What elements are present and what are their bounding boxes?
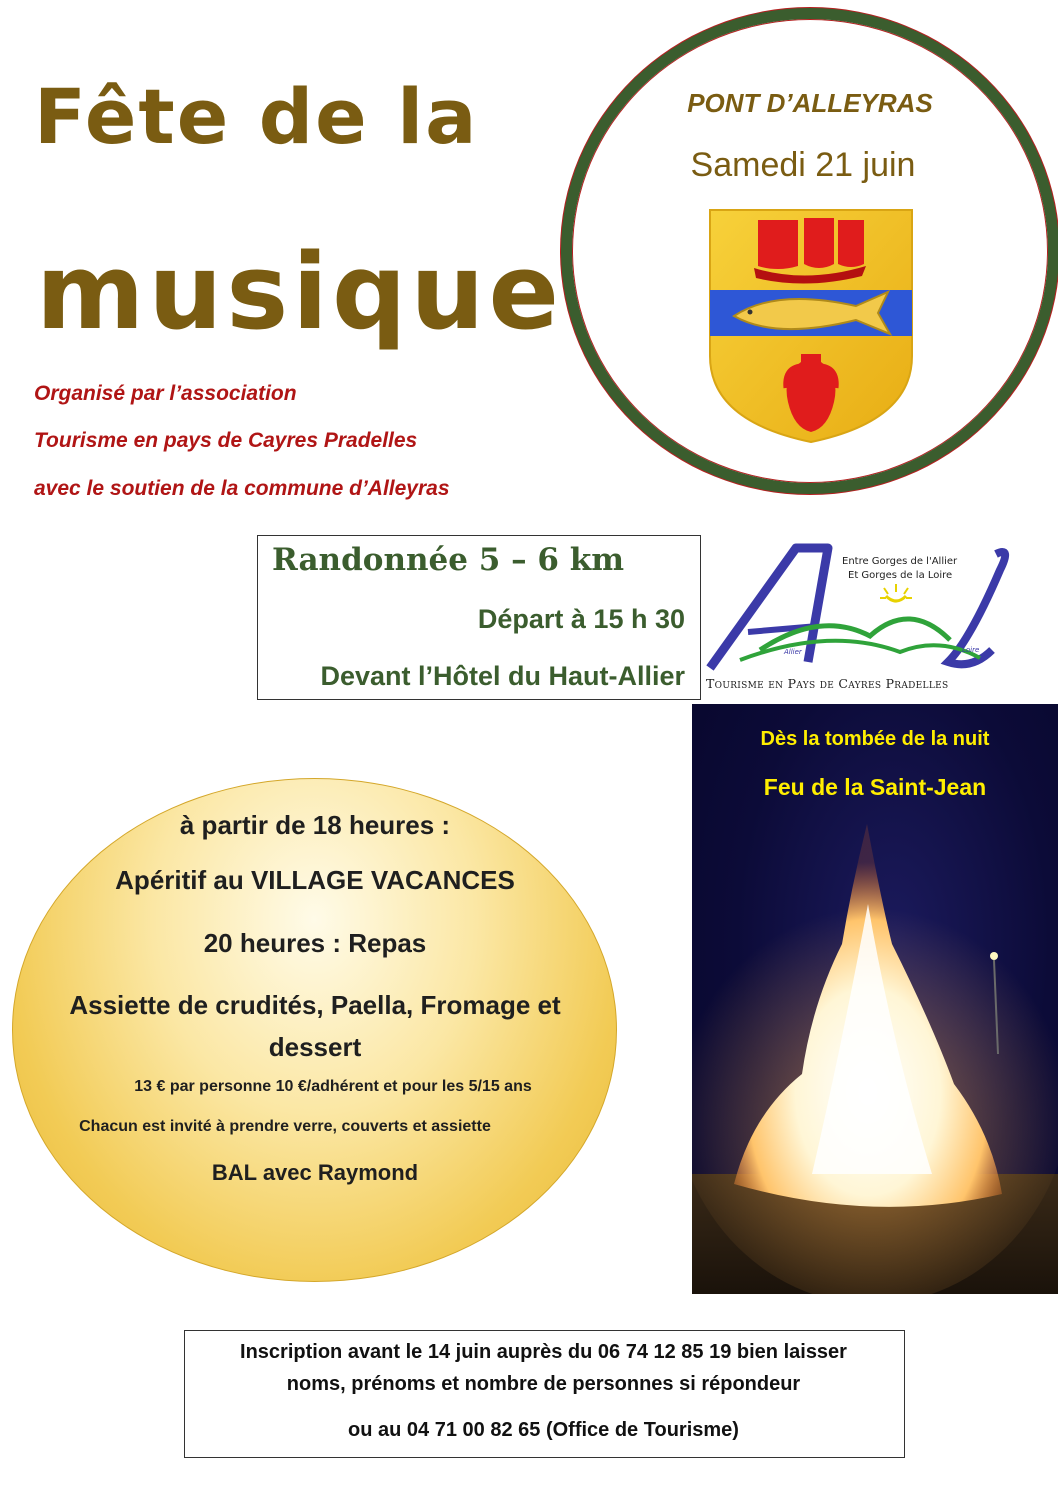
inscription-line-3: ou au 04 71 00 82 65 (Office de Tourisme)	[348, 1419, 739, 1441]
event-date: Samedi 21 juin	[690, 146, 916, 184]
meal-dinner-time: 20 heures : Repas	[203, 928, 427, 958]
meal-aperitif: Apéritif au VILLAGE VACANCES	[115, 865, 515, 895]
hike-title: Randonnée 5 – 6 km	[272, 542, 625, 578]
organizer-line-3: avec le soutien de la commune d’Alleyras	[34, 477, 450, 500]
logo-word-loire: Loire	[962, 646, 980, 654]
meal-menu: Assiette de crudités, Paella, Fromage et dessert	[69, 990, 561, 1062]
meal-price: 13 € par personne 10 €/adhérent et pour les 5/15 ans	[134, 1078, 532, 1095]
logo-name: Tourisme en Pays de Cayres Pradelles	[706, 676, 949, 691]
fire-event-text: Feu de la Saint-Jean	[763, 774, 987, 800]
logo-subtitle-2: Et Gorges de la Loire	[848, 570, 953, 581]
association-logo	[700, 540, 1020, 695]
title-line-2: musique	[36, 231, 563, 353]
coat-of-arms-icon	[706, 206, 916, 446]
title-line-1: Fête de la	[34, 72, 479, 161]
meal-bring-note: Chacun est invité à prendre verre, couverts et assiette	[79, 1118, 491, 1135]
organizer-line-2: Tourisme en pays de Cayres Pradelles	[34, 429, 418, 452]
meal-ball: BAL avec Raymond	[211, 1160, 419, 1185]
fire-time-text: Dès la tombée de la nuit	[760, 728, 990, 750]
event-place: PONT D’ALLEYRAS	[687, 88, 933, 118]
hike-departure: Départ à 15 h 30	[477, 604, 685, 634]
inscription-line-2: noms, prénoms et nombre de personnes si répondeur	[286, 1373, 801, 1395]
meal-start-time: à partir de 18 heures :	[179, 810, 451, 840]
organizer-line-1: Organisé par l’association	[34, 382, 297, 405]
logo-subtitle-1: Entre Gorges de l'Allier	[842, 556, 958, 567]
inscription-line-1: Inscription avant le 14 juin auprès du 06 74 12 85 19 bien laisser	[240, 1341, 847, 1363]
logo-word-allier: Allier	[784, 648, 802, 656]
hike-meeting-point: Devant l’Hôtel du Haut-Allier	[320, 661, 685, 691]
